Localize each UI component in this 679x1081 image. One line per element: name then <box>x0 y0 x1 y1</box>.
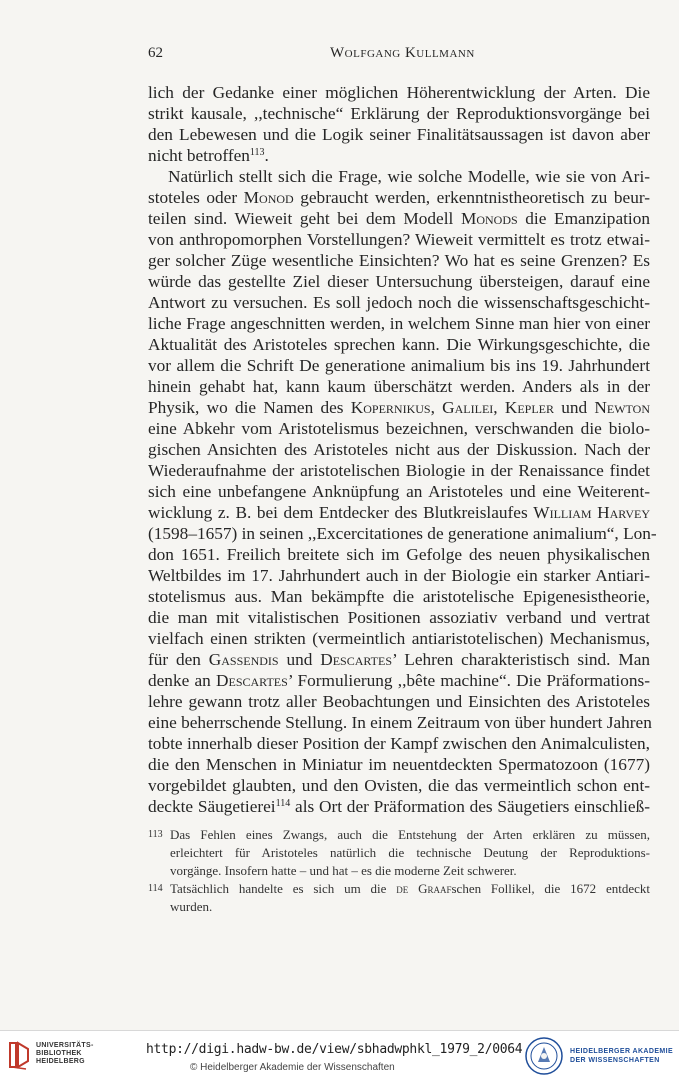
person-name: Kopernikus <box>350 398 431 417</box>
text-line: Weltbildes im 17. Jahrhundert auch in der Biologie ein starker Antiari- <box>148 566 650 585</box>
footnote-ref-113[interactable]: 113 <box>249 147 265 158</box>
text-line: vor allem die Schrift De generatione animalium bis ins 19. Jahrhundert <box>148 356 650 375</box>
text-line: vielfach einen strikten (vermeintlich antiaristotelischen) Mechanismus, <box>148 629 650 648</box>
text-line: nicht betroffen$^{113}$. <box>148 146 269 165</box>
person-name: Monods <box>460 209 518 228</box>
copyright-notice: © Heidelberger Akademie der Wissenschaften <box>190 1062 395 1073</box>
footnote-line: vorgänge. Insofern hatte – und hat – es die moderne Zeit schwerer. <box>170 863 517 878</box>
person-name: Newton <box>594 398 651 417</box>
text-line: teilen sind. Wieweit geht bei dem Modell Monods die Emanzipation <box>148 209 651 228</box>
text-line: lehre gewann trotz aller Beobachtungen und Einsichten des Aristoteles <box>148 692 650 711</box>
text-line: hinein gehabt hat, kann kaum überschätzt werden. Anders als in der <box>148 377 650 396</box>
viewer-footer <box>0 1030 679 1081</box>
text-line: eine Abkehr vom Aristotelismus bezeichnen, verschwanden die biolo- <box>148 419 650 438</box>
person-name: Descartes <box>320 650 392 669</box>
person-name: Galilei <box>442 398 494 417</box>
footnote-line: wurden. <box>170 899 213 914</box>
text-line: die den Menschen in Miniatur im neuentdeckten Spermatozoon (1677) <box>148 755 650 774</box>
text-line: don 1651. Freilich breitete sich im Gefolge des neuen physikalischen <box>148 545 650 564</box>
university-library-logo-icon[interactable] <box>8 1039 32 1071</box>
academy-name: HEIDELBERGER AKADEMIE DER WISSENSCHAFTEN <box>570 1048 674 1064</box>
library-name: UNIVERSITÄTS- BIBLIOTHEK HEIDELBERG <box>36 1042 94 1065</box>
running-title: Wolfgang Kullmann <box>330 45 475 61</box>
text-line: eine beherrschende Stellung. In einem Zeitraum von über hundert Jahren <box>148 713 652 732</box>
person-name: Kepler <box>504 398 555 417</box>
text-line: Aktualität des Aristoteles sprechen kann. Die Wirkungsgeschichte, die <box>148 335 650 354</box>
text-line: stotelismus aus. Man bekämpfte die aristotelische Epigenesistheorie, <box>148 587 650 606</box>
academy-seal-icon[interactable] <box>524 1036 564 1076</box>
footnote-number: 113 <box>148 829 163 840</box>
footnote-line: Das Fehlen eines Zwangs, auch die Entstehung der Arten erklären zu müssen, <box>170 827 650 842</box>
text-line: sich eine unbefangene Anknüpfung an Aristoteles und eine Weiterent- <box>148 482 650 501</box>
page-number: 62 <box>148 45 163 61</box>
text-line: stoteles oder Monod gebraucht werden, erkenntnistheoretisch zu beur- <box>148 188 650 207</box>
text-line: liche Frage angeschnitten werden, in welchem Sinne man hier von einer <box>148 314 650 333</box>
person-name: Monod <box>243 188 294 207</box>
footnote-114 <box>148 880 650 916</box>
text-line: Wiederaufnahme der aristotelischen Biologie in der Renaissance findet <box>148 461 650 480</box>
footnotes <box>148 826 650 916</box>
text-line: denke an Descartes’ Formulierung ,,bête machine“. Die Präformations- <box>148 671 650 690</box>
footnote-line: Tatsächlich handelte es sich um die de Graafschen Follikel, die 1672 entdeckt <box>170 881 650 896</box>
text-line: strikt kausale, ,,technische“ Erklärung der Reproduktionsvorgänge bei <box>148 104 650 123</box>
text-line: die man mit vitalistischen Positionen assoziativ verband und vertrat <box>148 608 650 627</box>
footnote-number: 114 <box>148 883 163 894</box>
text-line: den Lebewesen und die Logik seiner Finalitätsaussagen ist davon aber <box>148 125 650 144</box>
footnote-ref-114[interactable]: 114 <box>275 798 291 809</box>
person-name: Graaf <box>418 881 452 896</box>
text-line: gischen Ansichten des Aristoteles nicht aus der Diskussion. Nach der <box>148 440 650 459</box>
text-line: Natürlich stellt sich die Frage, wie solche Modelle, wie sie von Ari- <box>168 167 650 186</box>
text-line: deckte Säugetierei$^{114}$ als Ort der Präformation des Säugetiers einschließ- <box>148 797 650 816</box>
footnote-line: erleichtert für Aristoteles natürlich die technische Deutung der Reproduktions- <box>170 845 650 860</box>
text-line: ger solcher Züge wesentliche Einsichten? Wo hat es seine Grenzen? Es <box>148 251 650 270</box>
person-name: William Harvey <box>533 503 650 522</box>
permalink-url[interactable]: http://digi.hadw-bw.de/view/sbhadwphkl_1979_2/0064 <box>146 1042 523 1057</box>
text-line: für den Gassendis und Descartes’ Lehren charakteristisch sind. Man <box>148 650 650 669</box>
person-name: de <box>396 881 409 896</box>
running-head <box>148 45 648 65</box>
text-line: wicklung z. B. bei dem Entdecker des Blutkreislaufes William Harvey <box>148 503 650 522</box>
footnote-113 <box>148 826 650 880</box>
main-text <box>148 82 657 817</box>
text-line: Antwort zu versuchen. Es soll jedoch noch die wissenschaftsgeschicht- <box>148 293 650 312</box>
person-name: Gassendis <box>208 650 279 669</box>
text-line: lich der Gedanke einer möglichen Höherentwicklung der Arten. Die <box>148 83 650 102</box>
text-line: von anthropomorphen Vorstellungen? Wieweit vermittelt es trotz etwai- <box>148 230 650 249</box>
text-line: (1598–1657) in seinen ,,Excercitationes de generatione animalium“, Lon- <box>148 524 657 543</box>
text-line: vorgebildet glaubten, und den Ovisten, die das vermeintlich schon ent- <box>148 776 650 795</box>
person-name: Descartes <box>216 671 288 690</box>
text-line: tobte innerhalb dieser Position der Kampf zwischen den Animalculisten, <box>148 734 650 753</box>
text-line: würde das gestellte Ziel dieser Untersuchung übersteigen, darauf eine <box>148 272 650 291</box>
text-line: Physik, wo die Namen des Kopernikus, Galilei, Kepler und Newton <box>148 398 651 417</box>
